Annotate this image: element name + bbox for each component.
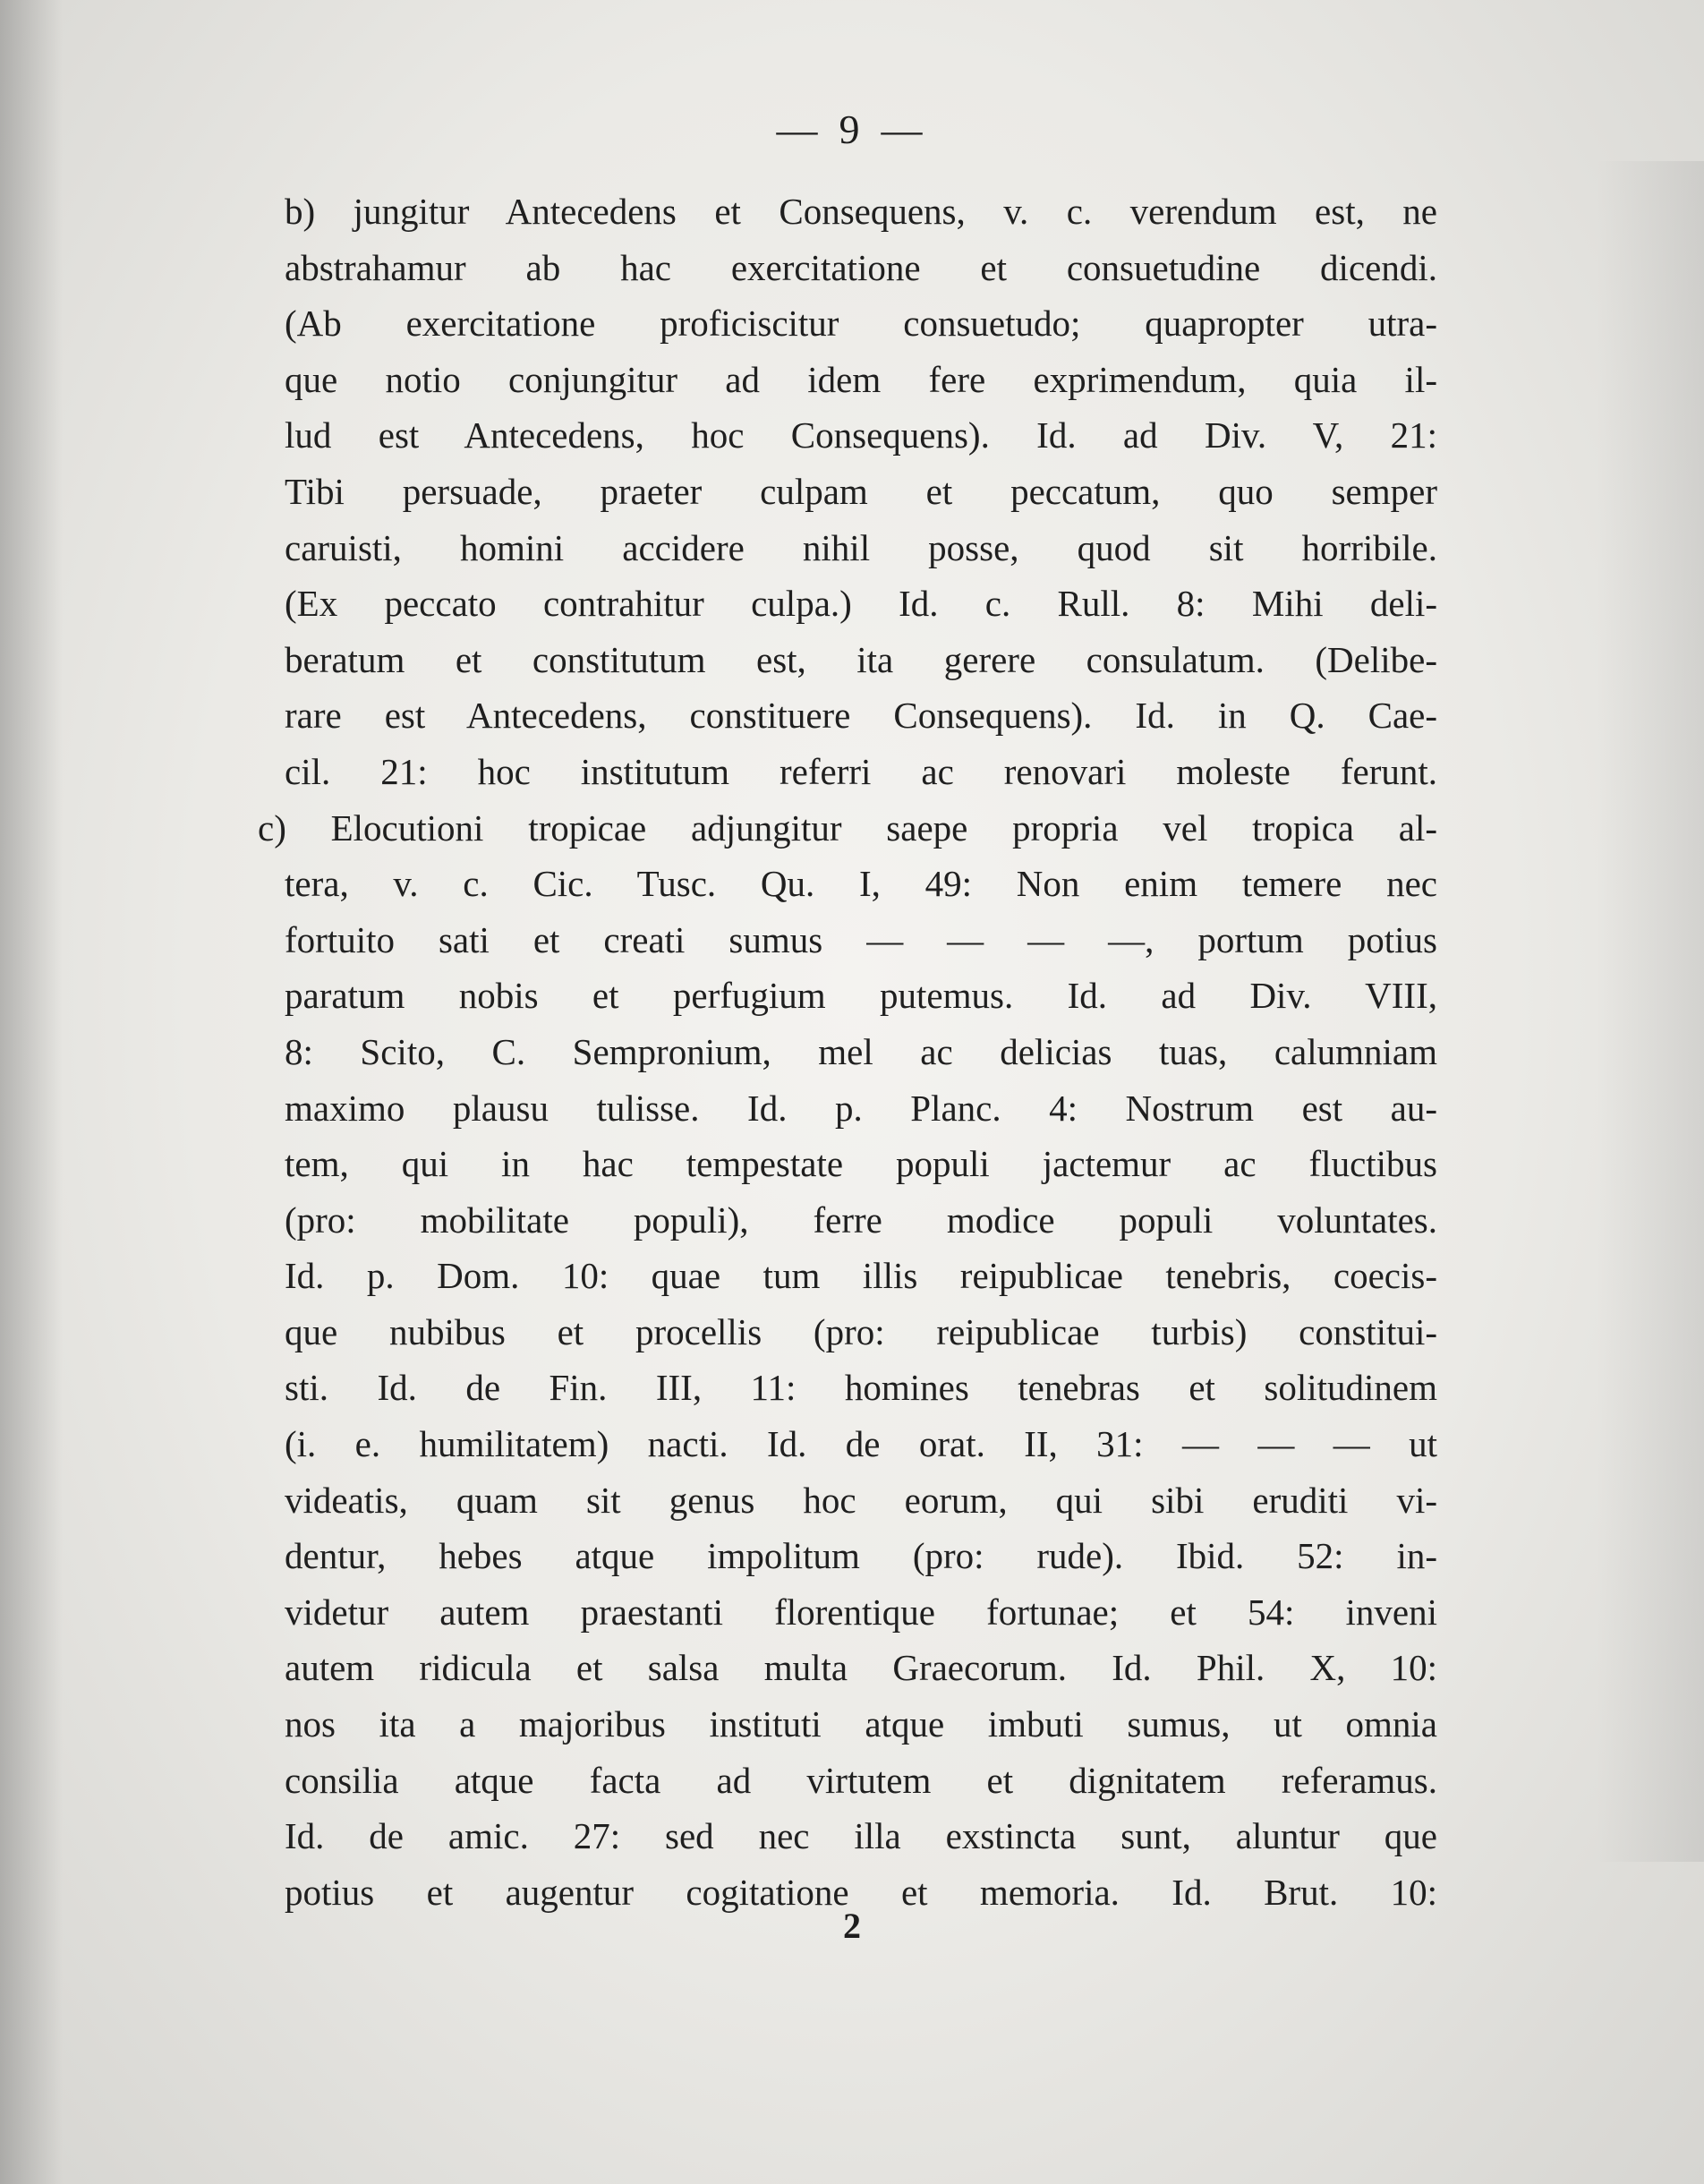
body-text [258,183,1437,1920]
text-line: cil. 21: hoc institutum referri ac renovari moleste ferunt. [285,750,1437,792]
text-line: abstrahamur ab hac exercitatione et consuetudine dicendi. [285,246,1437,288]
text-line: 8: Scito, C. Sempronium, mel ac delicias tuas, calumniam [285,1030,1437,1072]
show-through-bleed [1597,161,1704,1862]
text-line: (Ex peccato contrahitur culpa.) Id. c. Rull. 8: Mihi deli- [285,583,1437,625]
signature-mark: 2 [843,1906,861,1946]
binding-shadow [0,0,63,2184]
text-line: Id. de amic. 27: sed nec illa exstincta sunt, aluntur que [285,1815,1437,1857]
page-number: 9 [839,107,865,152]
text-line: potius et augentur cogitatione et memoria. Id. Brut. 10: [285,1871,1437,1913]
text-line: autem ridicula et salsa multa Graecorum. Id. Phil. X, 10: [285,1647,1437,1689]
text-line: que nubibus et procellis (pro: reipublicae turbis) constitui- [285,1310,1437,1352]
text-line: videatis, quam sit genus hoc eorum, qui sibi eruditi vi- [285,1479,1437,1521]
text-line: dentur, hebes atque impolitum (pro: rude). Ibid. 52: in- [285,1535,1437,1577]
header-dash-right: — [881,107,928,152]
text-line: beratum et constitutum est, ita gerere consulatum. (Delibe- [285,638,1437,680]
text-line: b) jungitur Antecedens et Consequens, v. c. verendum est, ne [285,191,1437,232]
text-line: fortuito sati et creati sumus — — — —, portum potius [285,918,1437,960]
text-line: (Ab exercitatione proficiscitur consuetudo; quapropter utra- [285,303,1437,345]
text-line: Id. p. Dom. 10: quae tum illis reipublicae tenebris, coecis- [285,1255,1437,1297]
text-line: sti. Id. de Fin. III, 11: homines tenebras et solitudinem [285,1367,1437,1409]
text-line: paratum nobis et perfugium putemus. Id. ad Div. VIII, [285,975,1437,1017]
text-line: nos ita a majoribus instituti atque imbuti sumus, ut omnia [285,1703,1437,1745]
text-line: que notio conjungitur ad idem fere exprimendum, quia il- [285,358,1437,400]
text-line: caruisti, homini accidere nihil posse, quod sit horribile. [285,526,1437,568]
text-line: consilia atque facta ad virtutem et dignitatem referamus. [285,1759,1437,1801]
text-line: tera, v. c. Cic. Tusc. Qu. I, 49: Non enim temere nec [285,863,1437,905]
text-line: maximo plausu tulisse. Id. p. Planc. 4: Nostrum est au- [285,1087,1437,1129]
page-header [0,106,1704,153]
text-line: (pro: mobilitate populi), ferre modice populi voluntates. [285,1199,1437,1241]
text-line: (i. e. humilitatem) nacti. Id. de orat. II, 31: — — — ut [285,1423,1437,1465]
text-line: rare est Antecedens, constituere Consequens). Id. in Q. Cae- [285,695,1437,737]
text-line: c) Elocutioni tropicae adjungitur saepe propria vel tropica al- [258,806,1437,849]
text-line: Tibi persuade, praeter culpam et peccatum, quo semper [285,470,1437,512]
text-line: lud est Antecedens, hoc Consequens). Id. ad Div. V, 21: [285,414,1437,456]
text-line: videtur autem praestanti florentique fortunae; et 54: inveni [285,1591,1437,1633]
header-dash-left: — [776,107,823,152]
text-line: tem, qui in hac tempestate populi jactemur ac fluctibus [285,1143,1437,1185]
